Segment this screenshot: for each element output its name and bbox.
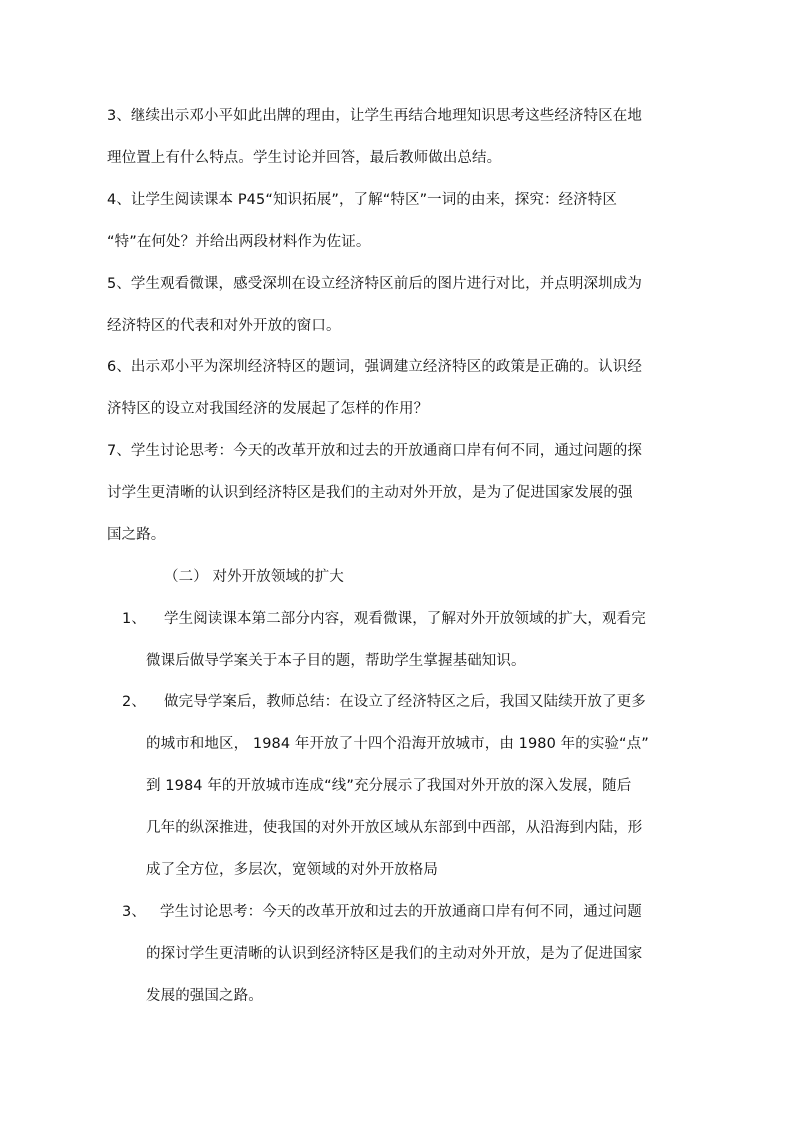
paragraph-4-line-2: “特”在何处？并给出两段材料作为佐证。 bbox=[107, 234, 371, 250]
item-1-number: 1、 bbox=[122, 611, 146, 627]
item-1-line-1: 学生阅读课本第二部分内容，观看微课，了解对外开放领域的扩大，观看完 bbox=[164, 611, 646, 627]
paragraph-5-line-2: 经济特区的代表和对外开放的窗口。 bbox=[107, 318, 341, 334]
item-1-line-2: 微课后做导学案关于本子目的题，帮助学生掌握基础知识。 bbox=[146, 653, 526, 669]
paragraph-6-line-1: 6、出示邓小平为深圳经济特区的题词，强调建立经济特区的政策是正确的。认识经 bbox=[107, 359, 642, 375]
section-heading: （二） 对外开放领域的扩大 bbox=[164, 569, 344, 585]
item-2-line-4: 几年的纵深推进，使我国的对外开放区域从东部到中西部，从沿海到内陆，形 bbox=[146, 820, 643, 836]
item-3-line-3: 发展的强国之路。 bbox=[146, 988, 263, 1004]
paragraph-7-line-2: 讨学生更清晰的认识到经济特区是我们的主动对外开放，是为了促进国家发展的强 bbox=[107, 485, 633, 501]
paragraph-6-line-2: 济特区的设立对我国经济的发展起了怎样的作用？ bbox=[107, 401, 429, 417]
paragraph-5-line-1: 5、学生观看微课，感受深圳在设立经济特区前后的图片进行对比，并点明深圳成为 bbox=[107, 276, 642, 292]
item-2-line-1: 做完导学案后，教师总结：在设立了经济特区之后，我国又陆续开放了更多 bbox=[164, 694, 646, 710]
item-2-line-3: 到 1984 年的开放城市连成“线”充分展示了我国对外开放的深入发展，随后 bbox=[146, 778, 632, 794]
item-3-number: 3、 bbox=[122, 904, 146, 920]
paragraph-3-line-1: 3、继续出示邓小平如此出牌的理由，让学生再结合地理知识思考这些经济特区在地 bbox=[107, 108, 642, 124]
item-2-number: 2、 bbox=[122, 694, 146, 710]
item-2-line-2: 的城市和地区， 1984 年开放了十四个沿海开放城市，由 1980 年的实验“点” bbox=[146, 736, 649, 752]
item-2-line-5: 成了全方位，多层次，宽领域的对外开放格局 bbox=[146, 862, 438, 878]
paragraph-3-line-2: 理位置上有什么特点。学生讨论并回答，最后教师做出总结。 bbox=[107, 150, 502, 166]
paragraph-7-line-3: 国之路。 bbox=[107, 527, 166, 543]
paragraph-7-line-1: 7、学生讨论思考：今天的改革开放和过去的开放通商口岸有何不同，通过问题的探 bbox=[107, 443, 642, 459]
item-3-line-2: 的探讨学生更清晰的认识到经济特区是我们的主动对外开放，是为了促进国家 bbox=[146, 946, 643, 962]
item-3-line-1: 学生讨论思考：今天的改革开放和过去的开放通商口岸有何不同，通过问题 bbox=[160, 904, 642, 920]
paragraph-4-line-1: 4、让学生阅读课本 P45“知识拓展”，了解“特区”一词的由来，探究：经济特区 bbox=[107, 192, 617, 208]
